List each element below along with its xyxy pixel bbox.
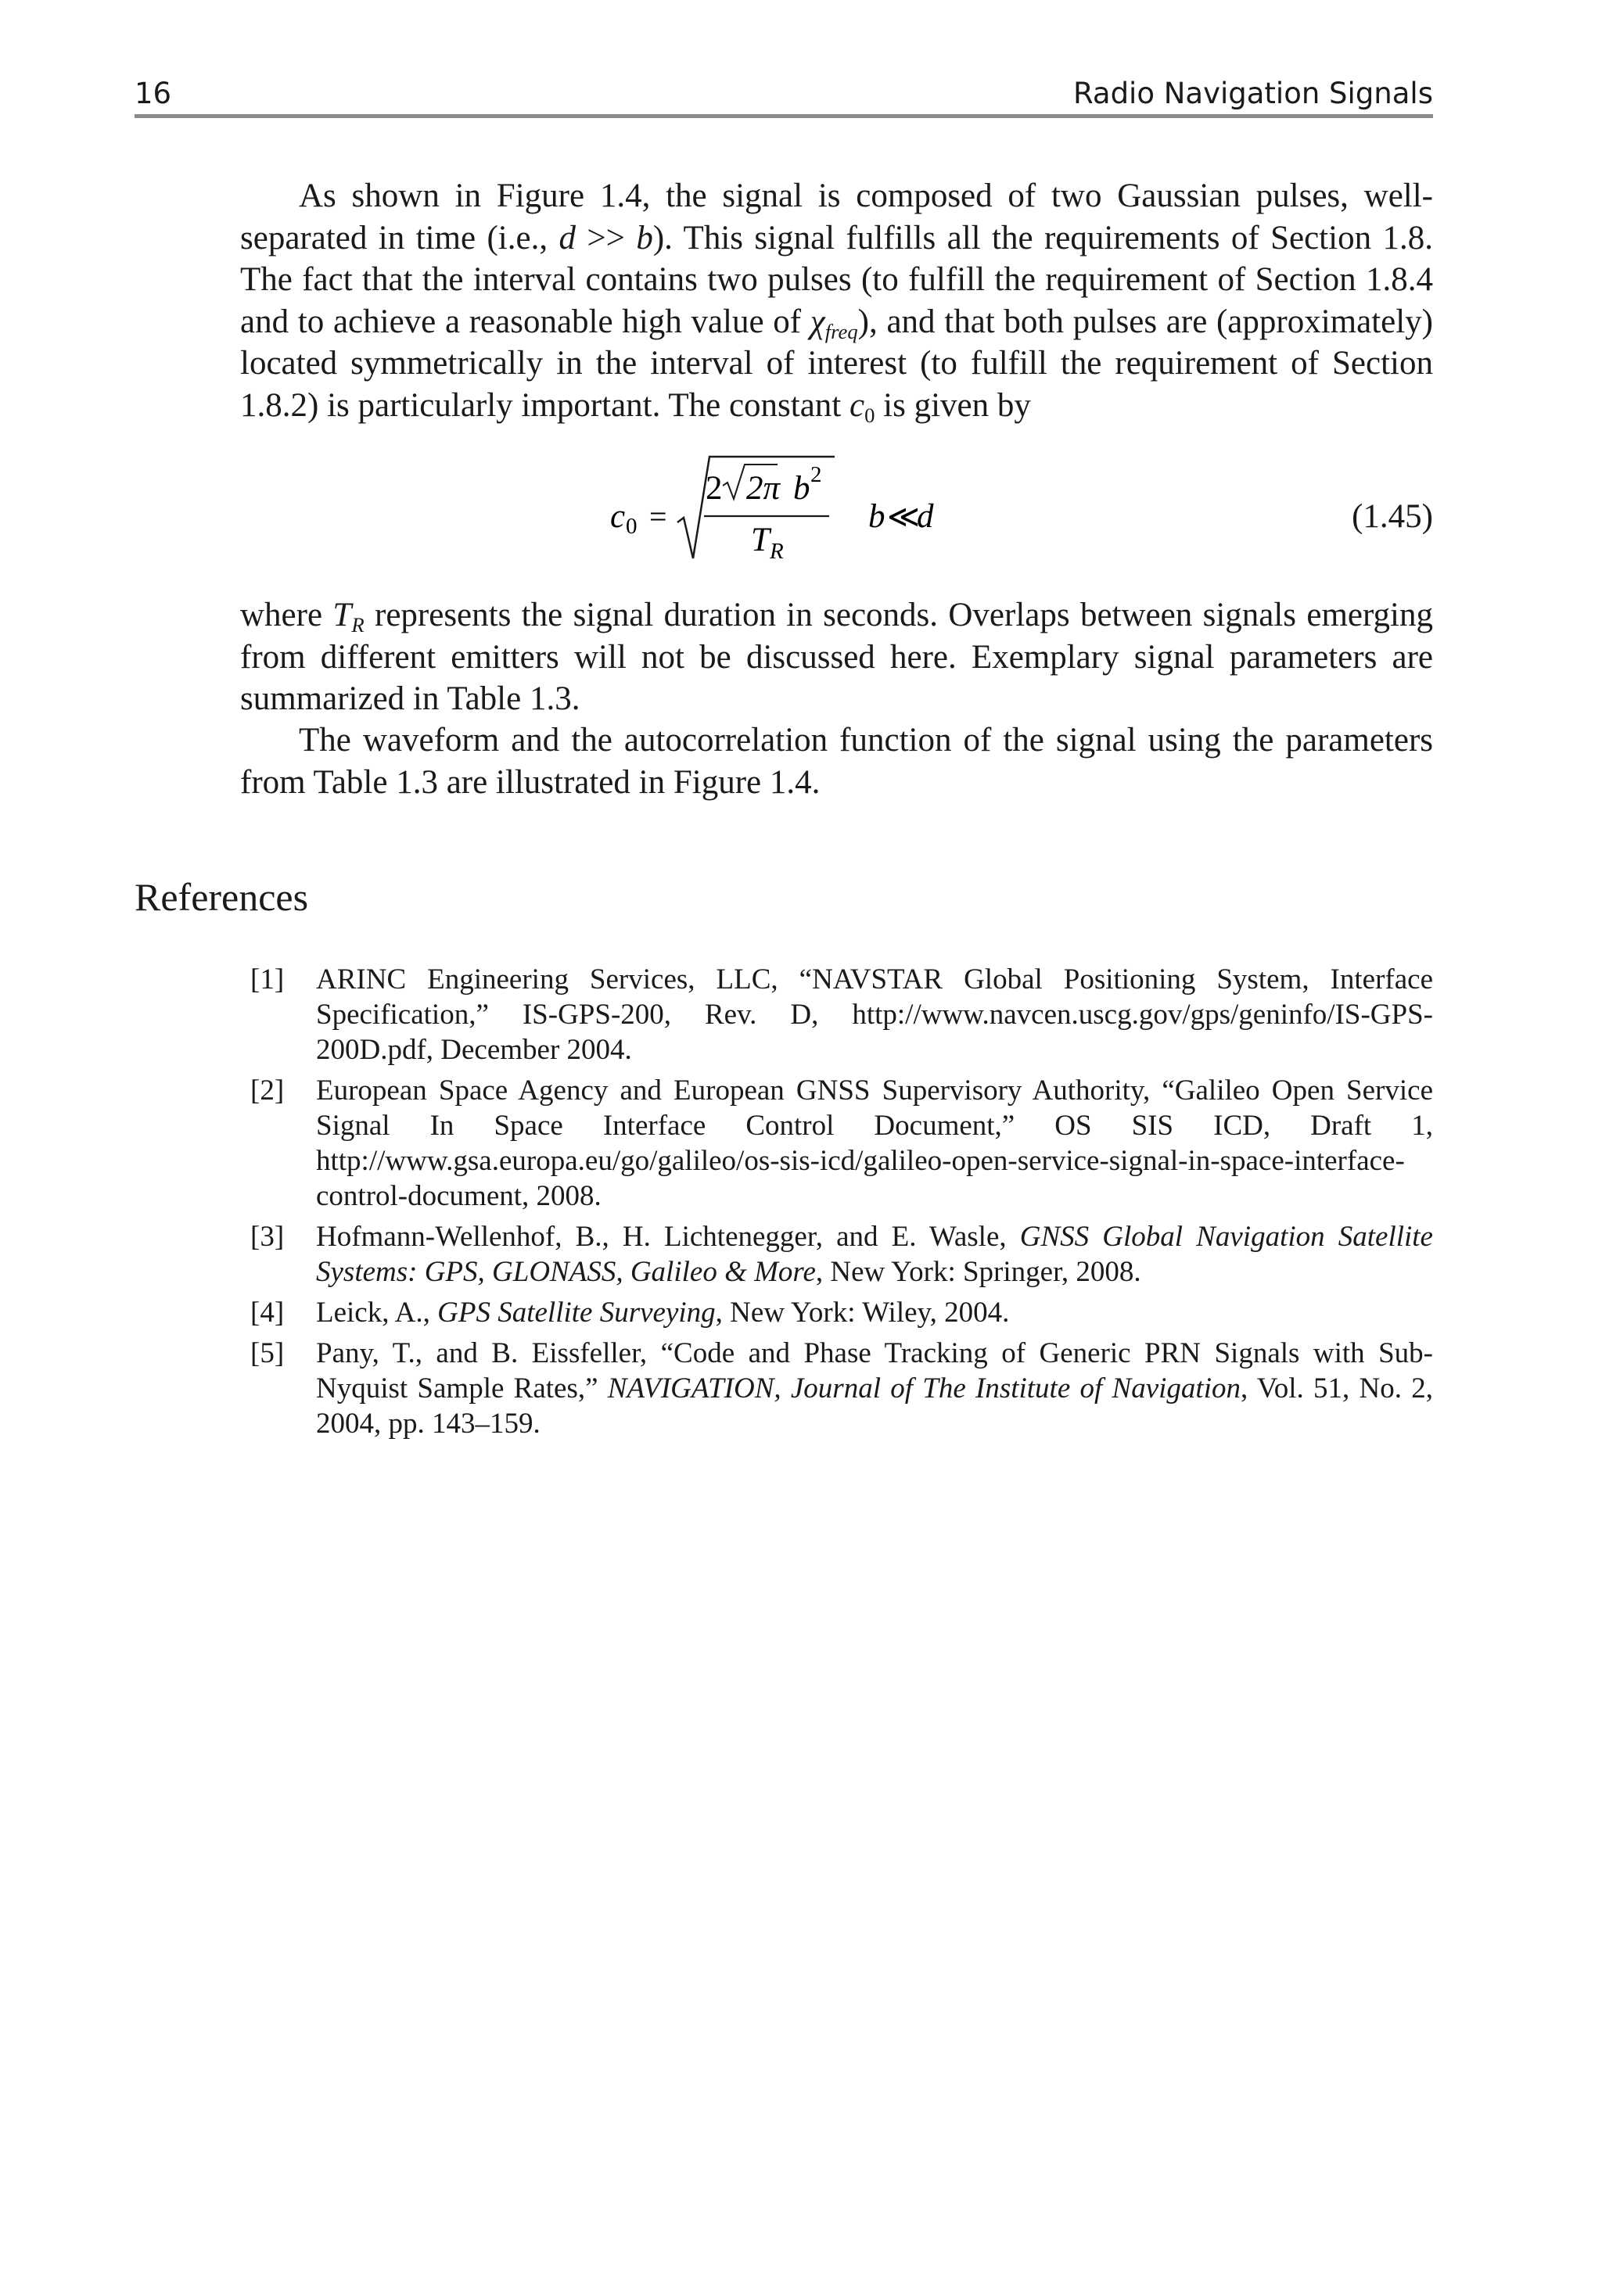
reference-list <box>250 962 1433 1447</box>
reference-text-pre: Leick, A., <box>316 1297 438 1329</box>
eq-cond-ll: ≪ <box>887 499 920 535</box>
reference-text-post: , Vol. 51, No. 2, 2004, pp. 143–159. <box>316 1372 1433 1440</box>
paragraph-1: As shown in Figure 1.4, the signal is composed of two Gaussian pulses, well-separated in time (i.e., d >> b). This signal fulfills all the requirements of Section 1.8. The fact that the interval contains two pulses (to fulfill the requirement of Section 1.8.4 and to achieve a reasonable high value of $\chi_{freq}$), and that both pulses are (approximately) located symmetrically in the interval of interest (to fulfill the requirement of Section 1.8.2) is particularly important. The constant $c_0$ is given by <box>240 178 1433 427</box>
eq-cond-b: b <box>868 498 885 535</box>
reference-text-pre: Pany, T., and B. Eissfeller, “Code and Phase Tracking of Generic PRN Signals with Sub-Nyquist Sample Rates,” <box>316 1337 1433 1405</box>
eq-den-sub: R <box>770 539 784 564</box>
reference-title: NAVIGATION, Journal of The Institute of Navigation <box>607 1372 1241 1405</box>
paragraph-2: where $T_R$ represents the signal duration in seconds. Overlaps between signals emerging from different emitters will not be discussed here. Exemplary signal parameters are summarized in Table 1.3. <box>240 597 1433 717</box>
eq-lhs-var: c <box>610 498 626 535</box>
reference-item <box>250 1219 1433 1290</box>
reference-number: [5] <box>250 1337 285 1369</box>
reference-number: [4] <box>250 1297 285 1329</box>
reference-text: ARINC Engineering Services, LLC, “NAVSTAR Global Positioning System, Interface Specification,” IS-GPS-200, Rev. D, http://www.navcen.uscg.gov/gps/geninfo/IS-GPS-200D.pdf, December 2004. <box>316 963 1433 1066</box>
eq-equals: = <box>649 499 667 534</box>
eq-cond-d: d <box>917 498 934 535</box>
reference-title: GPS Satellite Surveying <box>437 1297 716 1329</box>
reference-item <box>250 962 1433 1067</box>
equation-1-45 <box>135 443 1433 576</box>
equation-number: (1.45) <box>1352 498 1433 535</box>
equation-formula <box>135 443 1151 576</box>
running-title: Radio Navigation Signals <box>1073 77 1433 110</box>
reference-title: GNSS Global Navigation Satellite Systems: GPS, GLONASS, Galileo & More <box>316 1221 1433 1288</box>
running-header <box>135 75 1433 118</box>
reference-text-post: , New York: Springer, 2008. <box>815 1256 1141 1288</box>
reference-item <box>250 1336 1433 1441</box>
reference-number: [2] <box>250 1074 285 1107</box>
reference-item <box>250 1073 1433 1214</box>
reference-text-post: , New York: Wiley, 2004. <box>715 1297 1010 1329</box>
page-number: 16 <box>135 77 172 110</box>
eq-den-var: T <box>751 522 770 558</box>
eq-num-two: 2 <box>706 470 723 507</box>
reference-number: [1] <box>250 963 285 996</box>
reference-item <box>250 1295 1433 1330</box>
paragraph-3: The waveform and the autocorrelation function of the signal using the parameters from Table 1.3 are illustrated in Figure 1.4. <box>240 722 1433 801</box>
reference-text-pre: Hofmann-Wellenhof, B., H. Lichtenegger, and E. Wasle, <box>316 1221 1020 1253</box>
eq-lhs-sub: 0 <box>626 514 638 539</box>
eq-num-b: b <box>793 470 810 507</box>
reference-number: [3] <box>250 1221 285 1253</box>
eq-num-inner: 2π <box>746 470 781 507</box>
reference-text: European Space Agency and European GNSS Supervisory Authority, “Galileo Open Service Signal In Space Interface Control Document,” OS SIS ICD, Draft 1, http://www.gsa.europa.eu/go/galileo/os-sis-icd/galileo-open-service-signal-in-space-interface-control-document, 2008. <box>316 1074 1433 1212</box>
references-heading: References <box>135 875 309 919</box>
eq-num-exp: 2 <box>810 462 822 487</box>
